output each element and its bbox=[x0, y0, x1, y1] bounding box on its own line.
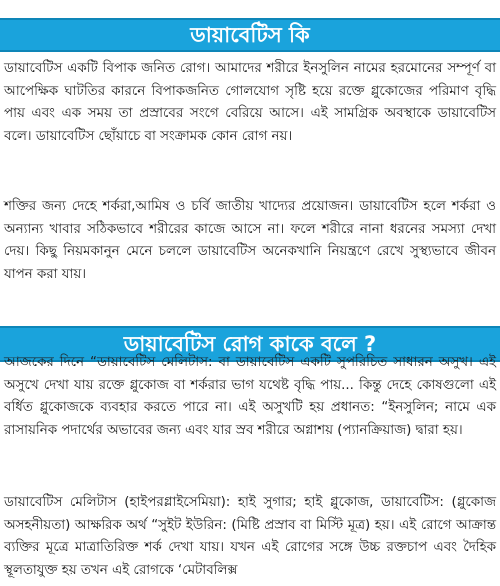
paragraph-hyperglycemia: ডায়াবেটিস মেলিটাস (হাইপরগ্লাইসেমিয়া): হাই সুগার; হাই গ্লুকোজ, ডায়াবেটিস: (গ্লুকোজ অসহনীয়তা) আক্ষরিক অর্থ “সুইট ইউরিন: (মিষ্টি প্রস্রাব বা মিস্টি মূত্র) হয়। এই রোগে আক্রান্ত ব্যক্তির মূত্রে মাত্রাতিরিক্ত শর্ক দেখা যায়। যখন এই রোগের সঙ্গে উচ্চ রক্তচাপ এবং দৈহিক স্থূলতাযুক্ত হয় তখন এই রোগকে ‘মেটাবলিক্স bbox=[4, 495, 496, 578]
paragraph-definition: ডায়াবেটিস একটি বিপাক জনিত রোগ। আমাদের শরীরে ইনসুলিন নামের হরমোনের সম্পূর্ণ বা আপেক্ষিক ঘাটতির কারনে বিপাকজনিত গোলযোগ সৃষ্টি হয়ে রক্তে গ্লুকোজের পরিমাণ বৃদ্ধি পায় এবং এক সময় তা প্রস্রাবের সংগে বেরিয়ে আসে। এই সামগ্রিক অবস্থাকে ডায়াবেটিস বলে। ডায়াবেটিস ছোঁয়াচে বা সংক্রামক কোন রোগ নয়। bbox=[4, 61, 496, 144]
section-heading-diabetes-disease: ডায়াবেটিস রোগ কাকে বলে ? bbox=[0, 326, 500, 362]
paragraph-energy-needs: শক্তির জন্য দেহে শর্করা,আমিষ ও চর্বি জাতীয় খাদ্যের প্রয়োজন। ডায়াবেটিস হলে শর্করা ও অন্যান্য খাবার সঠিকভাবে শরীরের কাজে আসে না। ফলে শরীরে নানা ধরনের সমস্যা দেখা দেয়। কিছু নিয়মকানুন মেনে চললে ডায়াবেটিস অনেকখানি নিয়ন্ত্রণে রেখে সুস্থ্যভাবে জীবন যাপন করা যায়। bbox=[4, 199, 496, 282]
paragraph-diabetes-mellitus: আজকের দিনে “ডায়াবেটিস মেলিটাস: বা ডায়াবেটিস একটি সুপরিচিত সাধারন অসুখ। এই অসুখে দেখা যায় রক্তে গ্লুকোজ বা শর্করার ভাগ যথেষ্ট বৃদ্ধি পায়... কিন্তু দেহে কোষগুলো এই বর্ধিত গ্লুকোজকে ব্যবহার করতে পারে না। এই অসুখটি হয় প্রধানত: “ইনসুলিন; নামে এক রাসায়নিক পদার্থের অভাবের জন্য এবং যার স্রব শরীরে অগ্নাশয় (প্যানক্রিয়াজ) দ্বারা হয়। bbox=[4, 355, 496, 438]
section-heading-what-is-diabetes: ডায়াবেটিস কি bbox=[0, 18, 500, 52]
